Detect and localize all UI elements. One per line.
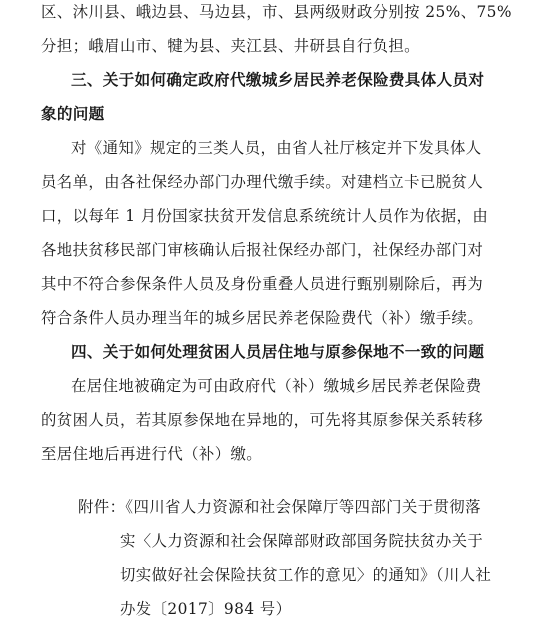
body-text-line: 其中不符合参保条件人员及身份重叠人员进行甄别剔除后，再为 (41, 275, 484, 293)
body-text-line: 员名单，由各社保经办部门办理代缴手续。对建档立卡已脱贫人 (41, 173, 484, 191)
attachment-line: 附件：《四川省人力资源和社会保障厅等四部门关于贯彻落 (78, 498, 481, 516)
attachment-line: 办发〔2017〕984 号） (120, 600, 292, 618)
section-heading-3: 三、关于如何确定政府代缴城乡居民养老保险费具体人员对 (71, 71, 485, 89)
attachment-line: 实〈人力资源和社会保障部财政部国务院扶贫办关于 (120, 532, 484, 550)
body-text-line: 口，以每年 1 月份国家扶贫开发信息系统统计人员作为依据，由 (41, 207, 489, 225)
body-text-line: 的贫困人员，若其原参保地在异地的，可先将其原参保关系转移 (41, 411, 484, 429)
section-heading-3-cont: 象的问题 (41, 105, 105, 123)
body-text-line: 分担；峨眉山市、犍为县、夹江县、井研县自行负担。 (41, 37, 420, 55)
body-text-line: 各地扶贫移民部门审核确认后报社保经办部门，社保经办部门对 (41, 241, 484, 259)
body-text-line: 符合条件人员办理当年的城乡居民养老保险费代（补）缴手续。 (41, 309, 484, 327)
body-text-line: 对《通知》规定的三类人员，由省人社厅核定并下发具体人 (71, 139, 482, 157)
body-text-line: 在居住地被确定为可由政府代（补）缴城乡居民养老保险费 (71, 377, 482, 395)
section-heading-4: 四、关于如何处理贫困人员居住地与原参保地不一致的问题 (71, 343, 485, 361)
body-text-line: 至居住地后再进行代（补）缴。 (41, 445, 263, 463)
body-text-line: 区、沐川县、峨边县、马边县，市、县两级财政分别按 25%、75% (41, 3, 512, 21)
attachment-line: 切实做好社会保险扶贫工作的意见〉的通知》（川人社 (120, 566, 492, 584)
